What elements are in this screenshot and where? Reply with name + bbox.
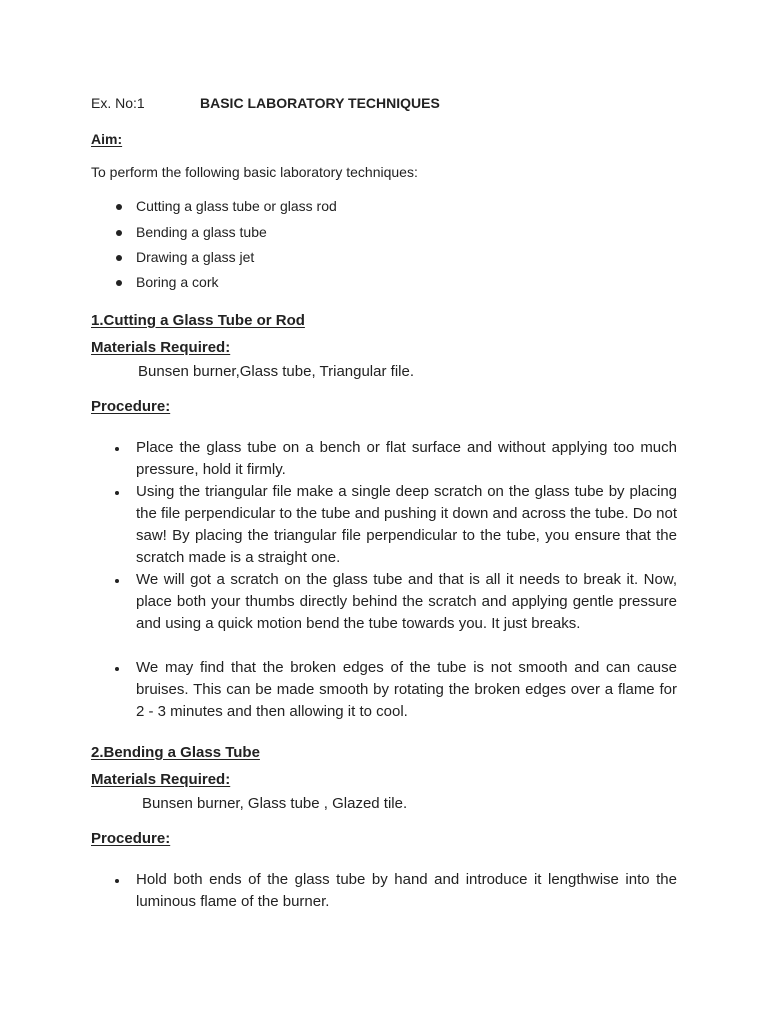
section1-materials: Bunsen burner,Glass tube, Triangular file. xyxy=(138,363,414,380)
exercise-number: Ex. No:1 xyxy=(91,95,145,111)
bullet-icon xyxy=(115,667,119,671)
procedure-step: We may find that the broken edges of the tube is not smooth and can cause bruises. This can be made smooth by rotating the broken edges over a flame for 2 - 3 minutes and then allowing it to cool. xyxy=(136,659,677,720)
section1-materials-label: Materials Required: xyxy=(91,339,231,356)
technique-item: Cutting a glass tube or glass rod xyxy=(136,198,337,214)
aim-intro: To perform the following basic laboratory techniques: xyxy=(91,164,418,180)
procedure-step: Hold both ends of the glass tube by hand and introduce it lengthwise into the luminous flame of the burner. xyxy=(136,871,677,910)
bullet-icon xyxy=(115,447,119,451)
bullet-icon xyxy=(115,491,119,495)
section2-heading: 2.Bending a Glass Tube xyxy=(91,744,260,761)
section1-procedure-label: Procedure: xyxy=(91,398,171,415)
section2-procedure-label: Procedure: xyxy=(91,830,171,847)
bullet-icon xyxy=(116,255,122,261)
aim-heading: Aim: xyxy=(91,131,123,147)
procedure-step: Using the triangular file make a single deep scratch on the glass tube by placing the file perpendicular to the tube and pushing it down and across the tube. Do not saw! By placing the triangular file perpendicular to the tube, you ensure that the scratch made is a straight one. xyxy=(136,483,677,566)
document-title: BASIC LABORATORY TECHNIQUES xyxy=(200,95,440,111)
bullet-icon xyxy=(115,579,119,583)
bullet-icon xyxy=(116,204,122,210)
section2-materials: Bunsen burner, Glass tube , Glazed tile. xyxy=(142,795,408,812)
technique-item: Bending a glass tube xyxy=(136,224,267,240)
technique-item: Boring a cork xyxy=(136,274,219,290)
technique-item: Drawing a glass jet xyxy=(136,249,255,265)
bullet-icon xyxy=(116,230,122,236)
bullet-icon xyxy=(115,879,119,883)
section1-heading: 1.Cutting a Glass Tube or Rod xyxy=(91,312,305,329)
section2-materials-label: Materials Required: xyxy=(91,771,231,788)
procedure-step: We will got a scratch on the glass tube and that is all it needs to break it. Now, place both your thumbs directly behind the scratch and applying gentle pressure and using a quick motion bend the tube towards you. It just breaks. xyxy=(136,571,677,632)
bullet-icon xyxy=(116,280,122,286)
procedure-step: Place the glass tube on a bench or flat surface and without applying too much pressure, hold it firmly. xyxy=(136,439,677,478)
